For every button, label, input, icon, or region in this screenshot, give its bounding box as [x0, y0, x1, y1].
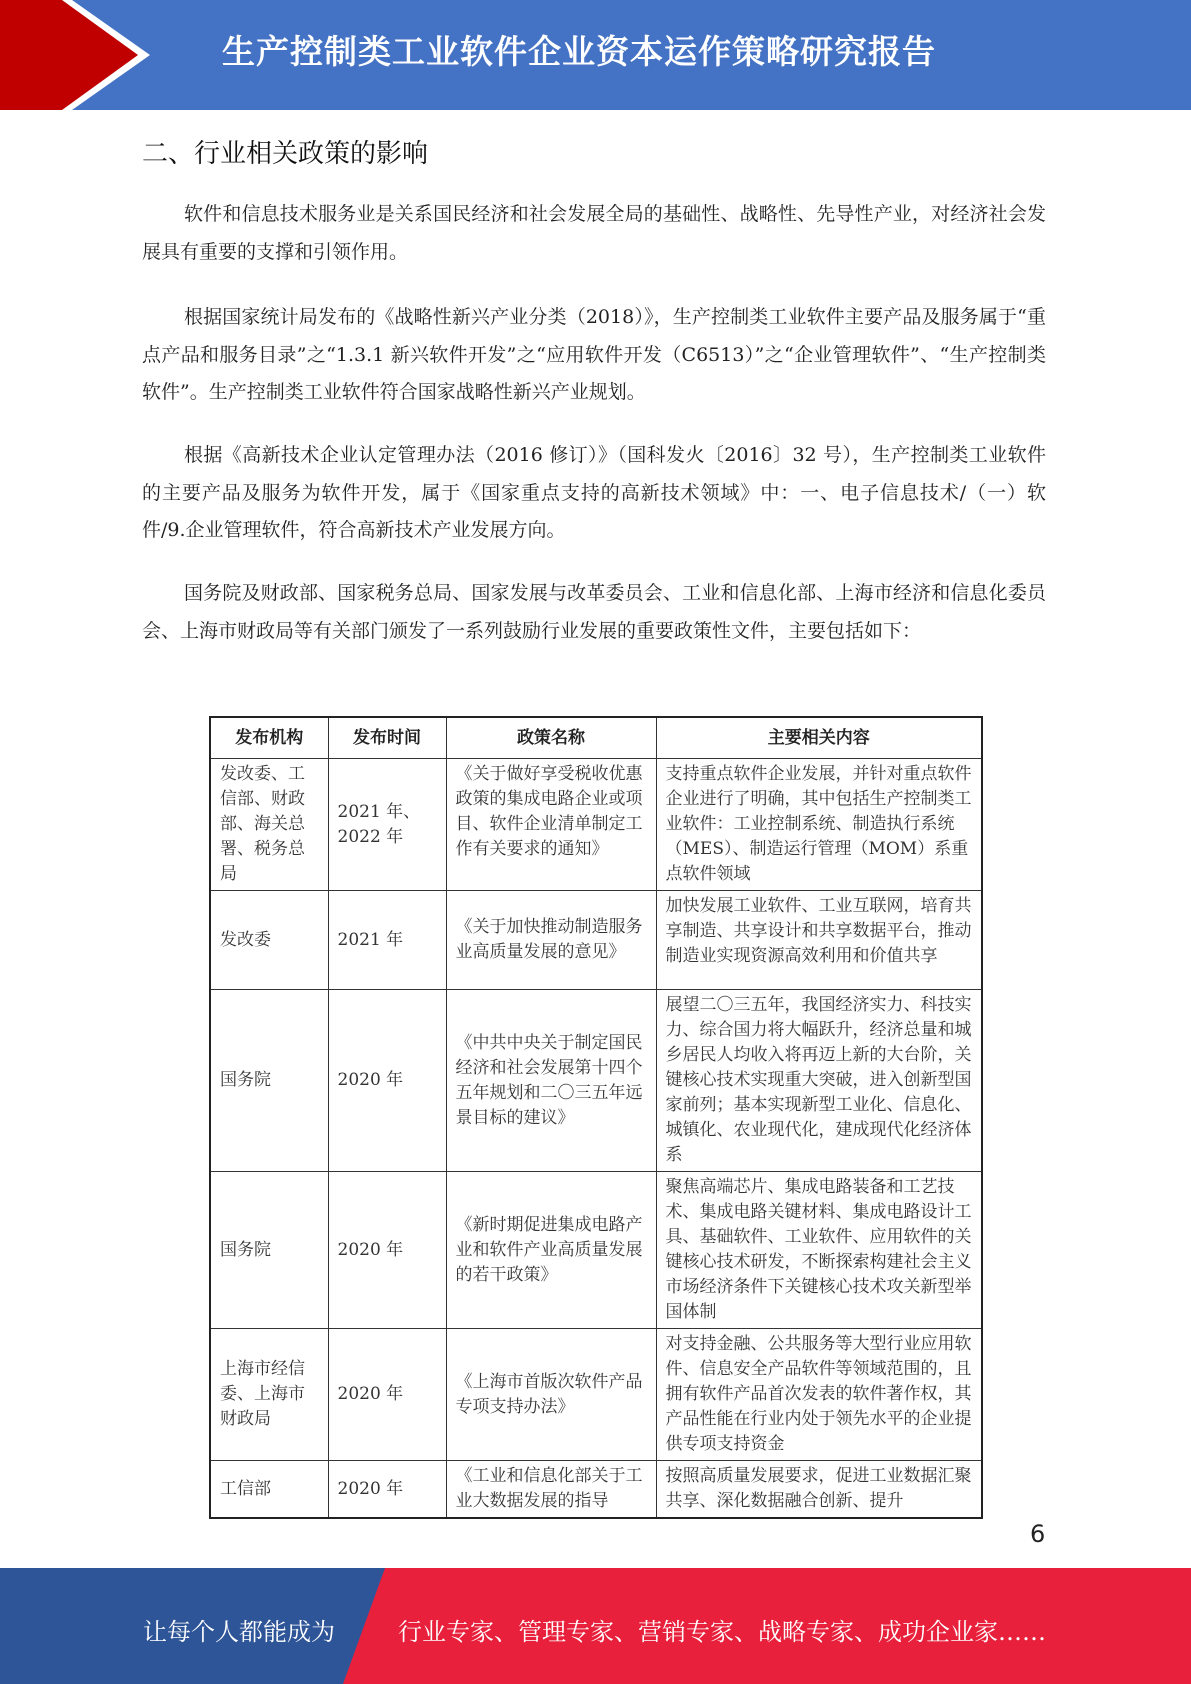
- table-row: [210, 1172, 982, 1329]
- cell-policy-name: 《关于做好享受税收优惠政策的集成电路企业或项目、软件企业清单制定工作有关要求的通知》: [446, 759, 656, 891]
- cell-policy-name: 《工业和信息化部关于工业大数据发展的指导: [446, 1461, 656, 1519]
- header-policy-name: 政策名称: [446, 717, 656, 759]
- policy-table: [209, 716, 983, 1519]
- cell-content: 加快发展工业软件、工业互联网，培育共享制造、共享设计和共享数据平台，推动制造业实现资源高效利用和价值共享: [656, 891, 982, 990]
- table-header-row: [210, 717, 982, 759]
- cell-date: 2021 年: [328, 891, 446, 990]
- cell-date: 2020 年: [328, 1329, 446, 1461]
- cell-org: 工信部: [210, 1461, 328, 1519]
- page-footer: [0, 1568, 1191, 1684]
- cell-policy-name: 《中共中央关于制定国民经济和社会发展第十四个五年规划和二〇三五年远景目标的建议》: [446, 990, 656, 1172]
- paragraph-4: 国务院及财政部、国家税务总局、国家发展与改革委员会、工业和信息化部、上海市经济和信息化委员会、上海市财政局等有关部门颁发了一系列鼓励行业发展的重要政策性文件，主要包括如下：: [142, 582, 1046, 642]
- paragraph-3: 根据《高新技术企业认定管理办法（2016 修订）》（国科发火〔2016〕32 号），生产控制类工业软件的主要产品及服务为软件开发，属于《国家重点支持的高新技术领域》中：一、电子信息技术/（一）软件/9.企业管理软件，符合高新技术产业发展方向。: [142, 444, 1046, 541]
- cell-content: 对支持金融、公共服务等大型行业应用软件、信息安全产品软件等领域范围的，且拥有软件产品首次发表的软件著作权，其产品性能在行业内处于领先水平的企业提供专项支持资金: [656, 1329, 982, 1461]
- header-org: 发布机构: [210, 717, 328, 759]
- cell-org: 发改委、工信部、财政部、海关总署、税务总局: [210, 759, 328, 891]
- cell-org: 发改委: [210, 891, 328, 990]
- cell-org: 上海市经信委、上海市财政局: [210, 1329, 328, 1461]
- cell-content: 展望二〇三五年，我国经济实力、科技实力、综合国力将大幅跃升，经济总量和城乡居民人均收入将再迈上新的大台阶，关键核心技术实现重大突破，进入创新型国家前列；基本实现新型工业化、信息化、城镇化、农业现代化，建成现代化经济体系: [656, 990, 982, 1172]
- table-row: [210, 891, 982, 990]
- page-header: [0, 0, 1191, 110]
- cell-content: 按照高质量发展要求，促进工业数据汇聚共享、深化数据融合创新、提升: [656, 1461, 982, 1519]
- cell-org: 国务院: [210, 1172, 328, 1329]
- table-row: [210, 1329, 982, 1461]
- header-content: 主要相关内容: [656, 717, 982, 759]
- page-number: 6: [1030, 1520, 1046, 1548]
- cell-content: 聚焦高端芯片、集成电路装备和工艺技术、集成电路关键材料、集成电路设计工具、基础软件、工业软件、应用软件的关键核心技术研发，不断探索构建社会主义市场经济条件下关键核心技术攻关新型举国体制: [656, 1172, 982, 1329]
- table-row: [210, 990, 982, 1172]
- header-date: 发布时间: [328, 717, 446, 759]
- cell-policy-name: 《新时期促进集成电路产业和软件产业高质量发展的若干政策》: [446, 1172, 656, 1329]
- cell-date: 2020 年: [328, 990, 446, 1172]
- section-title: 二、行业相关政策的影响: [142, 139, 429, 169]
- table-row: [210, 759, 982, 891]
- cell-date: 2021 年、2022 年: [328, 759, 446, 891]
- footer-slogan-right: 行业专家、管理专家、营销专家、战略专家、成功企业家……: [398, 1618, 1046, 1646]
- cell-date: 2020 年: [328, 1172, 446, 1329]
- cell-org: 国务院: [210, 990, 328, 1172]
- paragraph-2: 根据国家统计局发布的《战略性新兴产业分类（2018）》，生产控制类工业软件主要产品及服务属于“重点产品和服务目录”之“1.3.1 新兴软件开发”之“应用软件开发（C6513）”之“企业管理软件”、“生产控制类软件”。生产控制类工业软件符合国家战略性新兴产业规划。: [142, 306, 1046, 403]
- paragraph-1: 软件和信息技术服务业是关系国民经济和社会发展全局的基础性、战略性、先导性产业，对经济社会发展具有重要的支撑和引领作用。: [142, 203, 1046, 263]
- header-red-chevron: [0, 0, 138, 110]
- footer-slogan-left: 让每个人都能成为: [143, 1618, 335, 1646]
- report-title: 生产控制类工业软件企业资本运作策略研究报告: [222, 32, 936, 71]
- table-row: [210, 1461, 982, 1519]
- cell-policy-name: 《上海市首版次软件产品专项支持办法》: [446, 1329, 656, 1461]
- cell-content: 支持重点软件企业发展，并针对重点软件企业进行了明确，其中包括生产控制类工业软件：工业控制系统、制造执行系统 （MES）、制造运行管理（MOM）系重点软件领域: [656, 759, 982, 891]
- cell-policy-name: 《关于加快推动制造服务业高质量发展的意见》: [446, 891, 656, 990]
- cell-date: 2020 年: [328, 1461, 446, 1519]
